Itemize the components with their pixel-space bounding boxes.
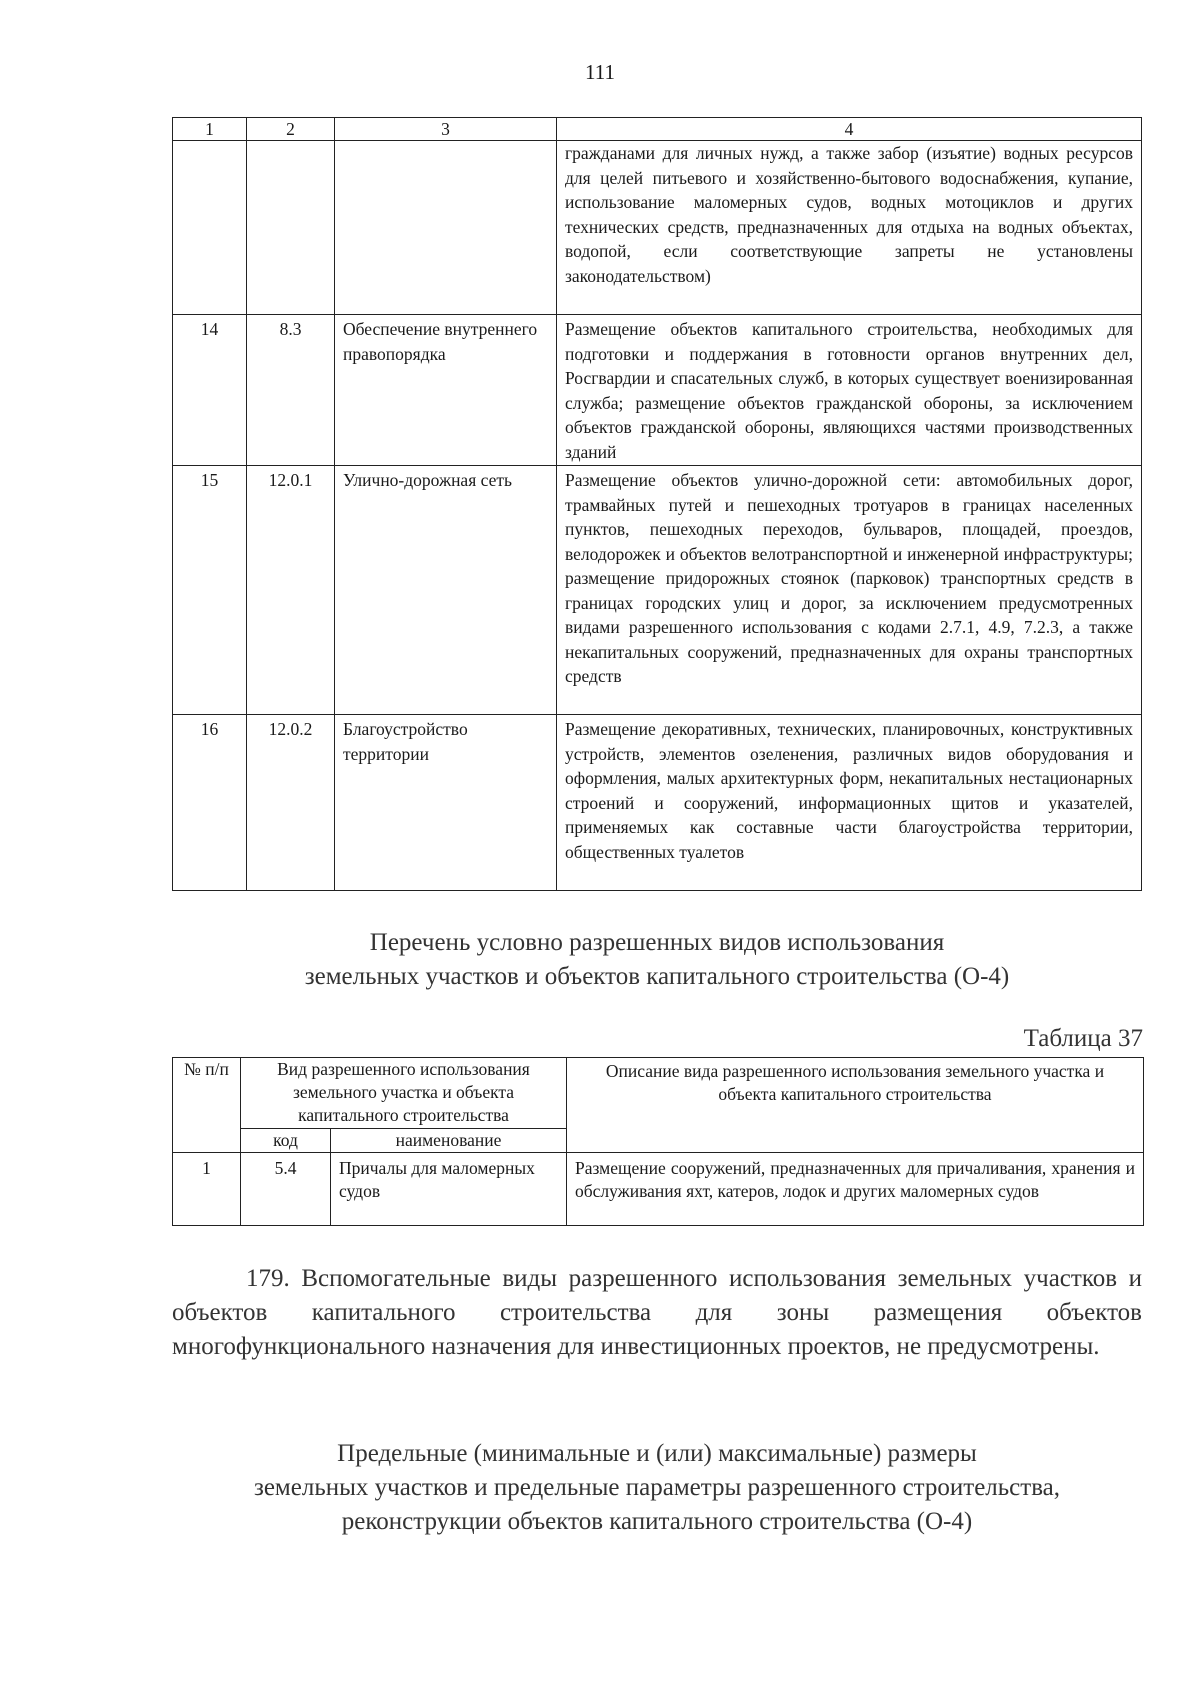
row-name: Обеспечение внутреннего правопорядка: [335, 315, 557, 466]
title-line: реконструкции объектов капитального строительства (О-4): [341, 1508, 973, 1535]
row-description: Размещение объектов улично-дорожной сети: автомобильных дорог, трамвайных путей и пешеходных тротуаров в границах населенных пунктов, пешеходных переходов, бульваров, площадей, проездов, велодорожек и объектов велотранспортной и инженерной инфраструктуры; размещение придорожных стоянок (парковок) транспортных средств в границах городских улиц и дорог, за исключением предусмотренных видами разрешенного использования с кодами 2.7.1, 4.9, 7.2.3, а также некапитальных сооружений, предназначенных для охраны транспортных средств: [557, 466, 1142, 715]
table-row: [173, 466, 1142, 715]
row-description: Размещение сооружений, предназначенных для причаливания, хранения и обслуживания яхт, катеров, лодок и других маломерных судов: [567, 1153, 1144, 1226]
row-number: 1: [173, 1153, 241, 1226]
row-code: 12.0.1: [247, 466, 335, 715]
paragraph-text: 179. Вспомогательные виды разрешенного использования земельных участков и объектов капитального строительства для зоны размещения объектов многофункционального назначения для инвестиционных проектов, не предусмотрены.: [172, 1265, 1142, 1360]
table-header-row: [173, 118, 1142, 141]
header-description: Описание вида разрешенного использования земельного участка и объекта капитального строительства: [567, 1058, 1144, 1153]
row-name: Благоустройство территории: [335, 715, 557, 891]
row-code: 8.3: [247, 315, 335, 466]
column-header: 2: [247, 118, 335, 141]
table-row: [173, 141, 1142, 315]
conditional-uses-table: [172, 1057, 1144, 1226]
row-name: Причалы для маломерных судов: [331, 1153, 567, 1226]
page-number: 111: [585, 60, 615, 84]
header-name: наименование: [331, 1129, 567, 1153]
table-row: [173, 1153, 1144, 1226]
row-number: 16: [173, 715, 247, 891]
allowed-uses-table: [172, 117, 1142, 891]
column-header: 3: [335, 118, 557, 141]
table-row: [173, 715, 1142, 891]
section-title-conditional-uses: [172, 926, 1142, 994]
paragraph-179: [172, 1262, 1142, 1364]
title-line: Предельные (минимальные и (или) максимальные) размеры: [337, 1440, 977, 1467]
table-label: Таблица 37: [1023, 1025, 1143, 1052]
row-number: 14: [173, 315, 247, 466]
row-description: Размещение объектов капитального строительства, необходимых для подготовки и поддержания в готовности органов внутренних дел, Росгвардии и спасательных служб, в которых существует военизированная служба; размещение объектов гражданской обороны, за исключением объектов гражданской обороны, являющихся частями производственных зданий: [557, 315, 1142, 466]
column-header: 1: [173, 118, 247, 141]
section-title-limits: [172, 1437, 1142, 1539]
title-line: земельных участков и предельные параметры разрешенного строительства,: [253, 1474, 1061, 1501]
table-row: [173, 315, 1142, 466]
header-use-type: Вид разрешенного использования земельного участка и объекта капитального строительства: [241, 1058, 567, 1129]
row-code: 5.4: [241, 1153, 331, 1226]
table-header-row: [173, 1058, 1144, 1129]
row-description: Размещение декоративных, технических, планировочных, конструктивных устройств, элементов озеленения, различных видов оборудования и оформления, малых архитектурных форм, некапитальных нестационарных строений и сооружений, информационных щитов и указателей, применяемых как составные части благоустройства территории, общественных туалетов: [557, 715, 1142, 891]
title-line: земельных участков и объектов капитального строительства (О-4): [304, 963, 1010, 990]
column-header: 4: [557, 118, 1142, 141]
header-number: № п/п: [173, 1058, 241, 1153]
row-description: гражданами для личных нужд, а также забор (изъятие) водных ресурсов для целей питьевого и хозяйственно-бытового водоснабжения, купание, использование маломерных судов, водных мотоциклов и других технических средств, предназначенных для отдыха на водных объектах, водопой, если соответствующие запреты не установлены законодательством): [557, 141, 1142, 315]
row-code: 12.0.2: [247, 715, 335, 891]
row-name: Улично-дорожная сеть: [335, 466, 557, 715]
header-code: код: [241, 1129, 331, 1153]
row-number: 15: [173, 466, 247, 715]
title-line: Перечень условно разрешенных видов использования: [369, 929, 945, 956]
